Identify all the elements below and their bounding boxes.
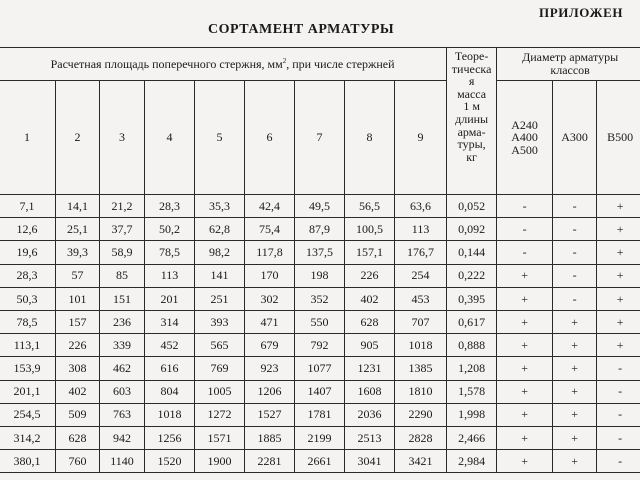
- area-cell: 1520: [145, 450, 195, 473]
- class-header-a240-a400-a500: [497, 81, 553, 195]
- area-cell: 453: [395, 287, 447, 310]
- area-cell: 50,3: [0, 287, 56, 310]
- area-cell: 254,5: [0, 403, 56, 426]
- diameter-header: [497, 48, 640, 81]
- mass-cell: 0,617: [447, 310, 497, 333]
- class-availability-cell: -: [553, 287, 597, 310]
- area-cell: 1018: [145, 403, 195, 426]
- area-cell: 14,1: [56, 195, 100, 218]
- area-cell: 35,3: [195, 195, 245, 218]
- mass-header-line: 1 м: [463, 99, 480, 114]
- class-availability-cell: -: [597, 357, 640, 380]
- mass-header-line: туры,: [457, 137, 486, 152]
- mass-cell: 2,466: [447, 426, 497, 449]
- table-row: [0, 195, 640, 218]
- area-cell: 707: [395, 310, 447, 333]
- area-cell: 1385: [395, 357, 447, 380]
- class-availability-cell: +: [497, 403, 553, 426]
- table-row: [0, 450, 640, 473]
- area-cell: 236: [100, 310, 145, 333]
- area-cell: 462: [100, 357, 145, 380]
- area-cell: 1608: [345, 380, 395, 403]
- area-cell: 100,5: [345, 218, 395, 241]
- area-cell: 2513: [345, 426, 395, 449]
- area-cell: 98,2: [195, 241, 245, 264]
- class-availability-cell: +: [597, 218, 640, 241]
- area-cell: 565: [195, 334, 245, 357]
- mass-cell: 0,052: [447, 195, 497, 218]
- area-cell: 1272: [195, 403, 245, 426]
- table-row: [0, 357, 640, 380]
- area-header-tail: , при числе стержней: [286, 56, 395, 71]
- table-row: [0, 287, 640, 310]
- area-cell: 176,7: [395, 241, 447, 264]
- rod-count-header: 8: [345, 81, 395, 195]
- class-header-b500: В500: [597, 81, 640, 195]
- area-cell: 2036: [345, 403, 395, 426]
- area-cell: 75,4: [245, 218, 295, 241]
- class-availability-cell: +: [553, 310, 597, 333]
- mass-cell: 0,395: [447, 287, 497, 310]
- area-cell: 352: [295, 287, 345, 310]
- area-cell: 7,1: [0, 195, 56, 218]
- table-row: [0, 264, 640, 287]
- area-cell: 402: [345, 287, 395, 310]
- class-availability-cell: +: [597, 241, 640, 264]
- area-cell: 42,4: [245, 195, 295, 218]
- area-cell: 923: [245, 357, 295, 380]
- class-availability-cell: -: [553, 195, 597, 218]
- mass-cell: 0,888: [447, 334, 497, 357]
- area-cell: 226: [345, 264, 395, 287]
- area-cell: 113,1: [0, 334, 56, 357]
- table-row: [0, 218, 640, 241]
- class-availability-cell: +: [497, 380, 553, 403]
- area-cell: 1077: [295, 357, 345, 380]
- area-cell: 39,3: [56, 241, 100, 264]
- area-cell: 1407: [295, 380, 345, 403]
- area-cell: 942: [100, 426, 145, 449]
- mass-cell: 0,092: [447, 218, 497, 241]
- area-unit-superscript: 2: [282, 56, 287, 65]
- area-cell: 3041: [345, 450, 395, 473]
- area-cell: 2199: [295, 426, 345, 449]
- area-cell: 1527: [245, 403, 295, 426]
- class-availability-cell: -: [553, 264, 597, 287]
- area-header: [0, 48, 447, 81]
- area-cell: 679: [245, 334, 295, 357]
- page-title: СОРТАМЕНТ АРМАТУРЫ: [208, 22, 395, 37]
- area-cell: 509: [56, 403, 100, 426]
- area-cell: 62,8: [195, 218, 245, 241]
- area-cell: 402: [56, 380, 100, 403]
- rod-count-header: 7: [295, 81, 345, 195]
- class-availability-cell: +: [597, 287, 640, 310]
- appendix-label: ПРИЛОЖЕН: [539, 5, 624, 20]
- area-cell: 769: [195, 357, 245, 380]
- area-cell: 393: [195, 310, 245, 333]
- table-row: [0, 310, 640, 333]
- class-availability-cell: +: [497, 264, 553, 287]
- area-cell: 63,6: [395, 195, 447, 218]
- class-availability-cell: +: [497, 287, 553, 310]
- mass-header-line: Теоре-: [454, 49, 489, 63]
- mass-header-line: масса: [457, 86, 487, 101]
- rod-count-header: 2: [56, 81, 100, 195]
- area-cell: 28,3: [0, 264, 56, 287]
- area-cell: 2828: [395, 426, 447, 449]
- area-cell: 12,6: [0, 218, 56, 241]
- class-availability-cell: -: [497, 195, 553, 218]
- class-availability-cell: -: [553, 218, 597, 241]
- area-cell: 198: [295, 264, 345, 287]
- area-header-text: Расчетная площадь поперечного стержня, мм: [50, 56, 283, 71]
- class-header-a300: А300: [553, 81, 597, 195]
- area-cell: 141: [195, 264, 245, 287]
- area-cell: 2290: [395, 403, 447, 426]
- area-cell: 3421: [395, 450, 447, 473]
- header-row-top: [0, 48, 640, 81]
- area-cell: 804: [145, 380, 195, 403]
- mass-header-line: тическа: [451, 61, 492, 76]
- area-cell: 905: [345, 334, 395, 357]
- rod-count-header: 6: [245, 81, 295, 195]
- table-row: [0, 334, 640, 357]
- area-cell: 21,2: [100, 195, 145, 218]
- area-cell: 78,5: [145, 241, 195, 264]
- table-row: [0, 403, 640, 426]
- area-cell: 101: [56, 287, 100, 310]
- class-availability-cell: +: [597, 334, 640, 357]
- mass-header-line: я: [468, 74, 475, 89]
- area-cell: 792: [295, 334, 345, 357]
- area-cell: 58,9: [100, 241, 145, 264]
- area-cell: 50,2: [145, 218, 195, 241]
- area-cell: 201: [145, 287, 195, 310]
- header-row-sub: [0, 81, 640, 195]
- area-cell: 603: [100, 380, 145, 403]
- area-cell: 254: [395, 264, 447, 287]
- area-cell: 25,1: [56, 218, 100, 241]
- class-availability-cell: -: [553, 241, 597, 264]
- area-cell: 314: [145, 310, 195, 333]
- area-cell: 616: [145, 357, 195, 380]
- area-cell: 628: [56, 426, 100, 449]
- class-availability-cell: +: [553, 380, 597, 403]
- area-cell: 113: [145, 264, 195, 287]
- area-cell: 85: [100, 264, 145, 287]
- area-cell: 28,3: [145, 195, 195, 218]
- rebar-table: [0, 47, 640, 473]
- class-availability-cell: +: [553, 403, 597, 426]
- class-availability-cell: +: [597, 264, 640, 287]
- mass-cell: 1,998: [447, 403, 497, 426]
- mass-cell: 0,144: [447, 241, 497, 264]
- area-cell: 314,2: [0, 426, 56, 449]
- mass-cell: 0,222: [447, 264, 497, 287]
- class-availability-cell: +: [553, 450, 597, 473]
- area-cell: 19,6: [0, 241, 56, 264]
- area-cell: 1256: [145, 426, 195, 449]
- class-label: А240: [511, 117, 538, 132]
- table-row: [0, 426, 640, 449]
- area-cell: 157,1: [345, 241, 395, 264]
- class-availability-cell: -: [597, 450, 640, 473]
- class-availability-cell: +: [497, 310, 553, 333]
- class-availability-cell: +: [553, 334, 597, 357]
- class-availability-cell: +: [497, 426, 553, 449]
- area-cell: 157: [56, 310, 100, 333]
- area-cell: 57: [56, 264, 100, 287]
- area-cell: 251: [195, 287, 245, 310]
- area-cell: 137,5: [295, 241, 345, 264]
- rod-count-header: 3: [100, 81, 145, 195]
- area-cell: 201,1: [0, 380, 56, 403]
- class-availability-cell: +: [597, 310, 640, 333]
- area-cell: 302: [245, 287, 295, 310]
- rod-count-header: 9: [395, 81, 447, 195]
- mass-header-line: кг: [466, 149, 477, 164]
- diameter-header-line: классов: [550, 63, 590, 77]
- table-row: [0, 241, 640, 264]
- area-cell: 2661: [295, 450, 345, 473]
- mass-cell: 1,208: [447, 357, 497, 380]
- class-availability-cell: -: [597, 426, 640, 449]
- area-cell: 1810: [395, 380, 447, 403]
- area-cell: 2281: [245, 450, 295, 473]
- class-label: А400: [511, 130, 538, 145]
- area-cell: 1900: [195, 450, 245, 473]
- area-cell: 226: [56, 334, 100, 357]
- class-availability-cell: +: [497, 334, 553, 357]
- area-cell: 380,1: [0, 450, 56, 473]
- class-availability-cell: +: [553, 426, 597, 449]
- area-cell: 628: [345, 310, 395, 333]
- class-availability-cell: -: [597, 380, 640, 403]
- area-cell: 37,7: [100, 218, 145, 241]
- class-availability-cell: +: [597, 195, 640, 218]
- area-cell: 113: [395, 218, 447, 241]
- class-availability-cell: -: [597, 403, 640, 426]
- area-cell: 151: [100, 287, 145, 310]
- mass-cell: 1,578: [447, 380, 497, 403]
- table-body: [0, 195, 640, 473]
- class-availability-cell: +: [497, 357, 553, 380]
- class-availability-cell: -: [497, 218, 553, 241]
- mass-header-line: длины: [455, 111, 489, 126]
- area-cell: 339: [100, 334, 145, 357]
- area-cell: 1231: [345, 357, 395, 380]
- area-cell: 170: [245, 264, 295, 287]
- class-label: А500: [511, 142, 538, 157]
- class-availability-cell: -: [497, 241, 553, 264]
- area-cell: 1018: [395, 334, 447, 357]
- area-cell: 1206: [245, 380, 295, 403]
- area-cell: 1885: [245, 426, 295, 449]
- rod-count-header: 5: [195, 81, 245, 195]
- area-cell: 471: [245, 310, 295, 333]
- area-cell: 1781: [295, 403, 345, 426]
- diameter-header-line: Диаметр арматуры: [522, 50, 619, 65]
- area-cell: 452: [145, 334, 195, 357]
- class-availability-cell: +: [553, 357, 597, 380]
- area-cell: 78,5: [0, 310, 56, 333]
- area-cell: 550: [295, 310, 345, 333]
- area-cell: 117,8: [245, 241, 295, 264]
- class-availability-cell: +: [497, 450, 553, 473]
- area-cell: 87,9: [295, 218, 345, 241]
- area-cell: 1140: [100, 450, 145, 473]
- mass-header: [447, 48, 497, 195]
- rod-count-header: 1: [0, 81, 56, 195]
- area-cell: 1571: [195, 426, 245, 449]
- table-row: [0, 380, 640, 403]
- area-cell: 49,5: [295, 195, 345, 218]
- rod-count-header: 4: [145, 81, 195, 195]
- area-cell: 308: [56, 357, 100, 380]
- area-cell: 1005: [195, 380, 245, 403]
- area-cell: 56,5: [345, 195, 395, 218]
- mass-header-line: арма-: [457, 124, 486, 139]
- area-cell: 763: [100, 403, 145, 426]
- area-cell: 760: [56, 450, 100, 473]
- mass-cell: 2,984: [447, 450, 497, 473]
- area-cell: 153,9: [0, 357, 56, 380]
